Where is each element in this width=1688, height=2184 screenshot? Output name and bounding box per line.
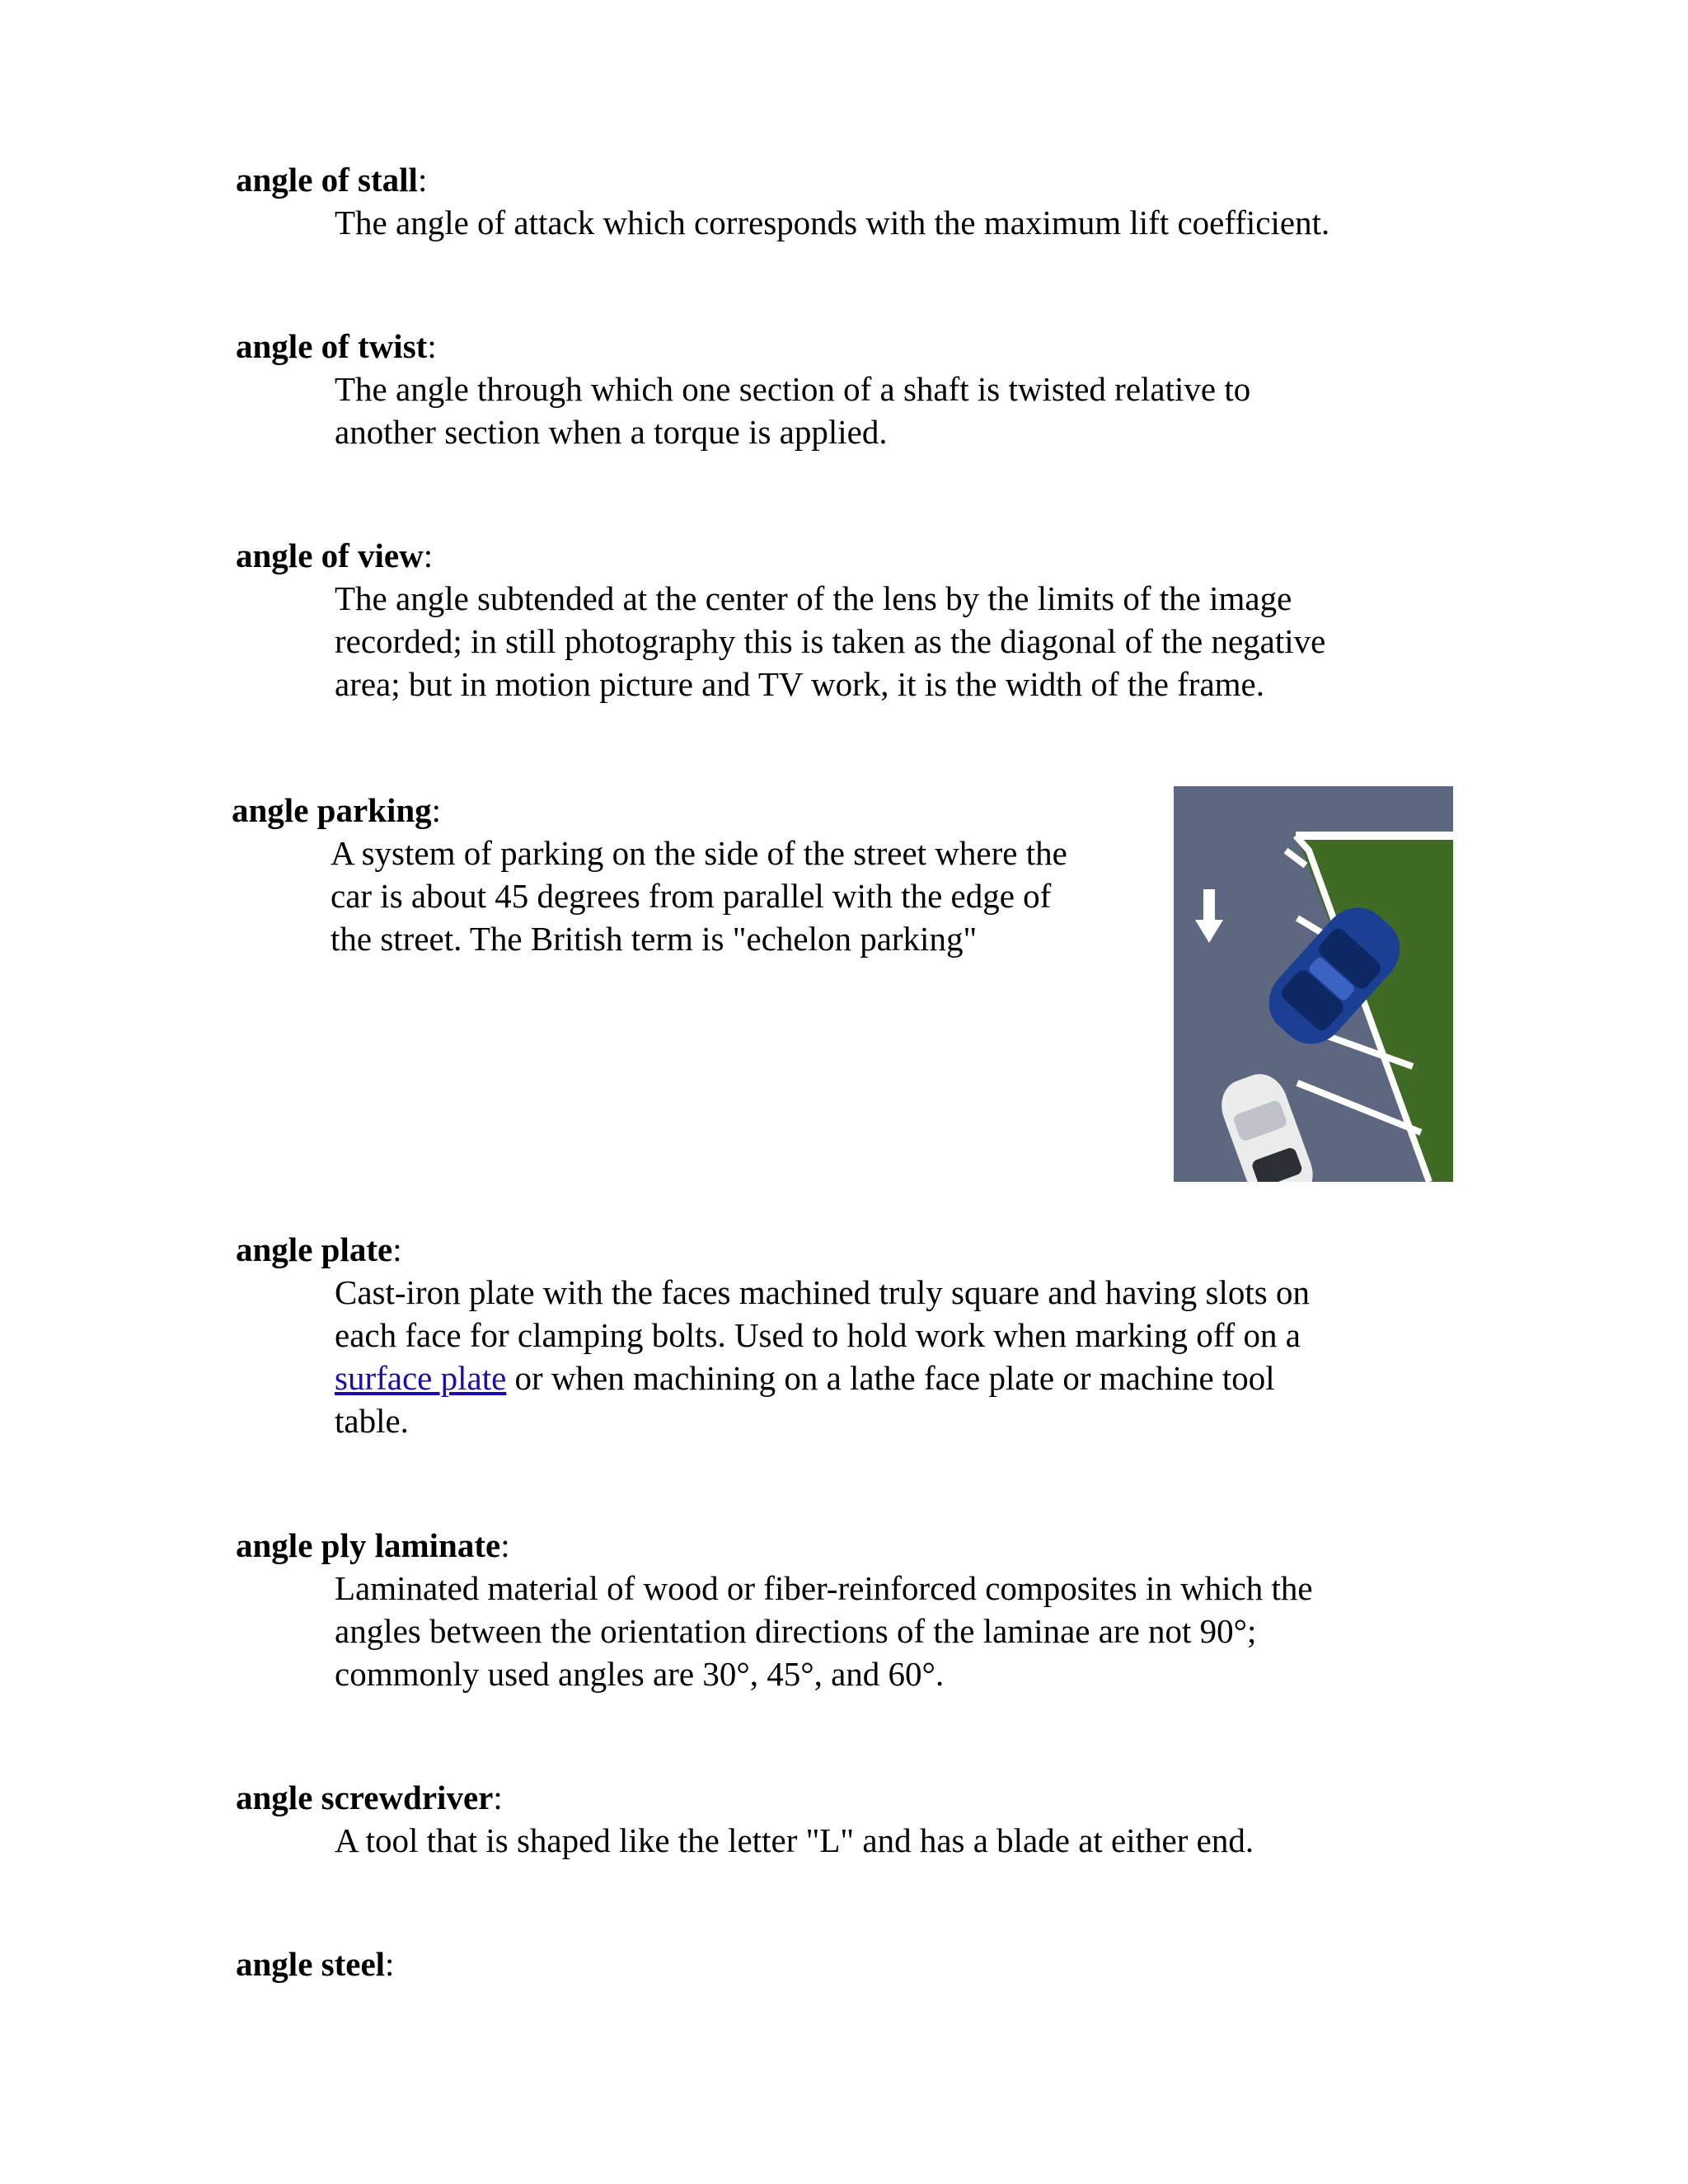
term-colon: : bbox=[385, 1945, 395, 1983]
term-heading bbox=[236, 1776, 503, 1819]
definition-line: Cast-iron plate with the faces machined truly square and having slots on bbox=[335, 1273, 1310, 1311]
term-heading bbox=[236, 1943, 394, 1985]
definition bbox=[331, 832, 1067, 960]
term-label: angle of twist bbox=[236, 327, 428, 365]
term-label: angle steel bbox=[236, 1945, 386, 1983]
surface-plate-link[interactable]: surface plate bbox=[335, 1359, 507, 1397]
definition bbox=[335, 201, 1329, 244]
definition-line bbox=[335, 1357, 1310, 1399]
angle-parking-illustration bbox=[1174, 786, 1453, 1182]
definition bbox=[335, 577, 1325, 705]
term-colon: : bbox=[500, 1526, 510, 1564]
term-colon: : bbox=[423, 537, 434, 574]
definition-line: another section when a torque is applied. bbox=[335, 413, 888, 451]
definition-line: car is about 45 degrees from parallel with the edge of bbox=[331, 877, 1052, 915]
term-label: angle ply laminate bbox=[236, 1526, 501, 1564]
definition-line: The angle through which one section of a shaft is twisted relative to bbox=[335, 370, 1251, 408]
definition-line: A system of parking on the side of the street where the bbox=[331, 834, 1067, 872]
direction-arrow-shaft bbox=[1203, 889, 1215, 922]
term-colon: : bbox=[431, 791, 442, 829]
term-label: angle screwdriver bbox=[236, 1779, 494, 1816]
term-heading bbox=[236, 1524, 510, 1567]
term-heading bbox=[236, 158, 427, 201]
definition bbox=[335, 1271, 1310, 1442]
definition-line: commonly used angles are 30°, 45°, and 60°. bbox=[335, 1655, 945, 1693]
definition-line: A tool that is shaped like the letter "L" and has a blade at either end. bbox=[335, 1821, 1254, 1859]
term-heading bbox=[236, 534, 433, 577]
definition-line: The angle subtended at the center of the lens by the limits of the image bbox=[335, 579, 1292, 617]
term-colon: : bbox=[427, 327, 437, 365]
definition-line: recorded; in still photography this is taken as the diagonal of the negative bbox=[335, 622, 1326, 660]
definition-text: or when machining on a lathe face plate or machine tool bbox=[506, 1359, 1275, 1397]
term-colon: : bbox=[417, 161, 428, 199]
definition-line: Laminated material of wood or fiber-reinforced composites in which the bbox=[335, 1569, 1313, 1607]
definition bbox=[335, 368, 1250, 453]
term-label: angle of view bbox=[236, 537, 424, 574]
term-heading bbox=[236, 1228, 402, 1271]
definition-line: each face for clamping bolts. Used to hold work when marking off on a bbox=[335, 1316, 1301, 1354]
term-heading bbox=[232, 789, 441, 832]
definition-line: The angle of attack which corresponds with the maximum lift coefficient. bbox=[335, 204, 1330, 241]
definition-line: angles between the orientation directions of the laminae are not 90°; bbox=[335, 1612, 1257, 1650]
term-label: angle plate bbox=[236, 1230, 393, 1268]
definition-line: the street. The British term is "echelon parking" bbox=[331, 920, 978, 958]
term-label: angle of stall bbox=[236, 161, 418, 199]
angle-parking-image bbox=[1174, 786, 1453, 1182]
definition bbox=[335, 1819, 1254, 1862]
term-heading bbox=[236, 325, 437, 368]
term-colon: : bbox=[392, 1230, 402, 1268]
term-colon: : bbox=[493, 1779, 503, 1816]
definition bbox=[335, 1567, 1313, 1695]
term-label: angle parking bbox=[232, 791, 432, 829]
definition-line: area; but in motion picture and TV work, it is the width of the frame. bbox=[335, 665, 1265, 703]
definition-line: table. bbox=[335, 1402, 409, 1440]
